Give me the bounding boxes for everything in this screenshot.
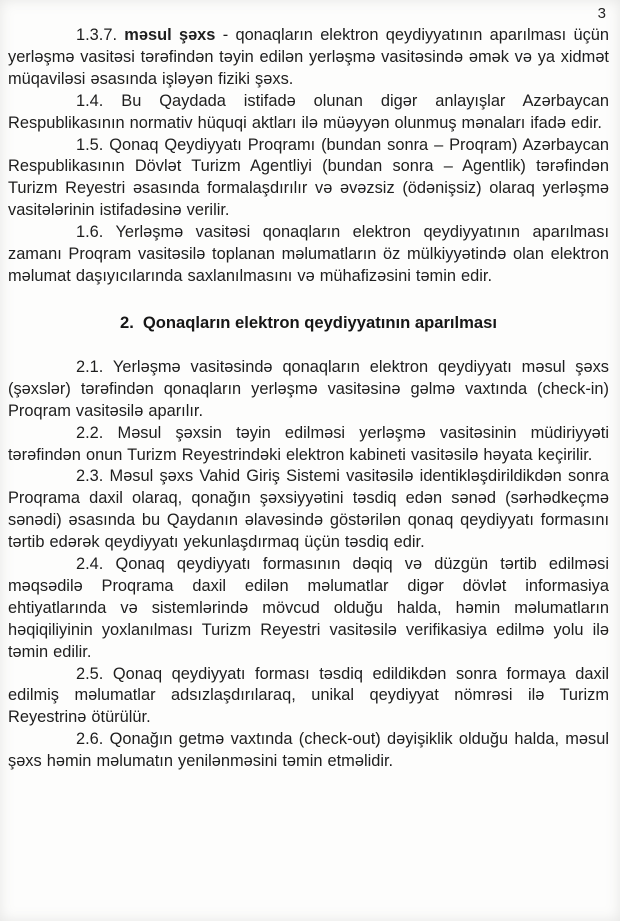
paragraph-1-3-7 — [8, 25, 609, 91]
section-number: 2. — [120, 312, 134, 332]
paragraph-2-4: 2.4. Qonaq qeydiyyatı formasının dəqiq və düzgün tərtib edilməsi məqsədilə Proqrama daxil edilən məlumatlar digər dövlət informasiya ehtiyatlarında və sistemlərində mövcud olduğu halda, həmin məlumatların həqiqiliyinin yoxlanılması Turizm Reyestri vasitəsilə verifikasiya edilmə yolu ilə təmin edilir. — [8, 555, 609, 661]
page-number: 3 — [597, 5, 606, 22]
section-2-heading — [8, 312, 609, 334]
paragraph-2-3: 2.3. Məsul şəxs Vahid Giriş Sistemi vasitəsilə identikləşdirildikdən sonra Proqrama daxil olaraq, qonağın şəxsiyyətini təsdiq edən sənəd (sərhədkeçmə sənədi) əsasında bu Qaydanın əlavəsində göstərilən qonaq qeydiyyatı formasını tərtib edərək qeydiyyatı yekunlaşdırmaq üçün təsdiq edir. — [8, 467, 609, 552]
paragraph-1-6: 1.6. Yerləşmə vasitəsi qonaqların elektron qeydiyyatının aparılması zamanı Proqram vasitəsilə toplanan məlumatların öz mülkiyyətində olan elektron məlumat daşıyıcılarında saxlanılmasını və mühafizəsini təmin edir. — [8, 223, 609, 285]
paragraph-1-4: 1.4. Bu Qaydada istifadə olunan digər anlayışlar Azərbaycan Respublikasının normativ hüquqi aktları ilə müəyyən olunmuş mənaları ifadə edir. — [8, 91, 609, 132]
paragraph-2-2: 2.2. Məsul şəxsin təyin edilməsi yerləşmə vasitəsinin müdiriyyəti tərəfindən onun Turizm Reyestrindəki elektron kabineti vasitəsilə həyata keçirilir. — [8, 423, 609, 464]
paragraph-text: - qonaqların elektron qeydiyyatının aparılması üçün yerləşmə vasitəsi tərəfindən təyin edilən yerləşmə vasitəsində əmək və ya xidmət müqaviləsi əsasında işləyən fiziki şəxs. — [8, 26, 610, 88]
paragraph-1-5: 1.5. Qonaq Qeydiyyatı Proqramı (bundan sonra – Proqram) Azərbaycan Respublikasının Dövlət Turizm Agentliyi (bundan sonra – Agentlik) tərəfindən Turizm Reyestri əsasında formalaşdırılır və əvəzsiz (ödənişsiz) olaraq yerləşmə vasitələrinin istifadəsinə verilir. — [8, 135, 609, 220]
paragraph-2-5: 2.5. Qonaq qeydiyyatı forması təsdiq edildikdən sonra formaya daxil edilmiş məlumatlar adsızlaşdırılaraq, unikal qeydiyyat nömrəsi ilə Turizm Reyestrinə ötürülür. — [8, 664, 609, 727]
paragraph-2-1: 2.1. Yerləşmə vasitəsində qonaqların elektron qeydiyyatı məsul şəxs (şəxslər) tərəfindən qonaqların yerləşmə vasitəsinə gəlmə vaxtında (check-in) Proqram vasitəsilə aparılır. — [8, 357, 609, 420]
document-body — [8, 25, 609, 773]
section-title: Qonaqların elektron qeydiyyatının aparılması — [142, 312, 497, 332]
paragraph-2-6: 2.6. Qonağın getmə vaxtında (check-out) dəyişiklik olduğu halda, məsul şəxs həmin məlumatın yenilənməsini təmin etməlidir. — [8, 730, 609, 771]
paragraph-number: 1.3.7. — [76, 26, 125, 44]
defined-term: məsul şəxs — [124, 26, 216, 44]
